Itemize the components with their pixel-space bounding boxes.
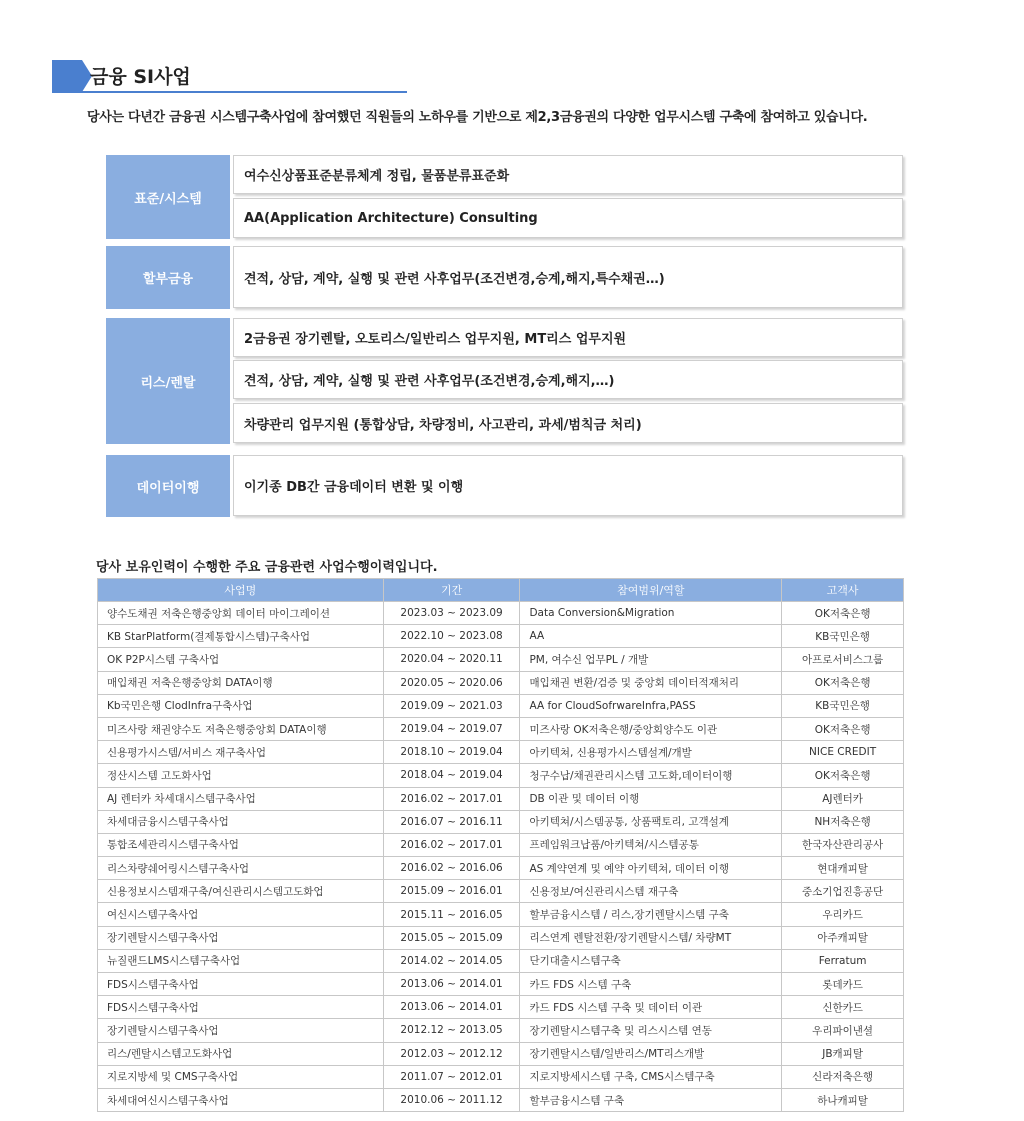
client-cell: 현대캐피탈 [782,857,904,880]
project-name-cell: 뉴질랜드LMS시스템구축사업 [98,949,384,972]
client-cell: OK저축은행 [782,717,904,740]
period-cell: 2014.02 ~ 2014.05 [383,949,520,972]
client-cell: 하나캐피탈 [782,1088,904,1111]
table-row [98,949,904,972]
role-cell: 지로지방세시스템 구축, CMS시스템구축 [520,1065,782,1088]
client-cell: KB국민은행 [782,625,904,648]
table-row [98,1065,904,1088]
period-cell: 2016.02 ~ 2017.01 [383,833,520,856]
period-cell: 2018.10 ~ 2019.04 [383,741,520,764]
period-cell: 2019.04 ~ 2019.07 [383,717,520,740]
period-cell: 2018.04 ~ 2019.04 [383,764,520,787]
table-row [98,996,904,1019]
role-cell: 카드 FDS 시스템 구축 [520,973,782,996]
table-row [98,648,904,671]
period-cell: 2020.05 ~ 2020.06 [383,671,520,694]
period-cell: 2023.03 ~ 2023.09 [383,602,520,625]
client-cell: OK저축은행 [782,602,904,625]
intro-text: 당사는 다년간 금융권 시스템구축사업에 참여했던 직원들의 노하우를 기반으로 제2,3금융권의 다양한 업무시스템 구축에 참여하고 있습니다. [87,110,868,125]
category-lease-rental: 리스/렌탈 [106,318,230,444]
table-row [98,1019,904,1042]
header-project-name: 사업명 [98,579,384,602]
client-cell: JB캐피탈 [782,1042,904,1065]
project-name-cell: 여신시스템구축사업 [98,903,384,926]
client-cell: OK저축은행 [782,764,904,787]
table-row [98,973,904,996]
role-cell: 장기렌탈시스템/일반리스/MT리스개발 [520,1042,782,1065]
project-name-cell: 매입채권 저축은행중앙회 DATA이행 [98,671,384,694]
category-data-migration: 데이터이행 [106,455,230,517]
role-cell: Data Conversion&Migration [520,602,782,625]
period-cell: 2015.05 ~ 2015.09 [383,926,520,949]
role-cell: AA for CloudSofrwareInfra,PASS [520,694,782,717]
table-row [98,903,904,926]
table-row [98,694,904,717]
role-cell: 단기대출시스템구축 [520,949,782,972]
client-cell: 중소기업진흥공단 [782,880,904,903]
role-cell: 할부금융시스템 구축 [520,1088,782,1111]
role-cell: 카드 FDS 시스템 구축 및 데이터 이관 [520,996,782,1019]
category-installment-finance: 할부금융 [106,246,230,309]
table-row [98,926,904,949]
role-cell: 아키텍쳐/시스템공통, 상품팩토리, 고객설계 [520,810,782,833]
client-cell: OK저축은행 [782,671,904,694]
client-cell: 우리카드 [782,903,904,926]
table-row [98,741,904,764]
project-name-cell: 지로지방세 및 CMS구축사업 [98,1065,384,1088]
category-item: 견적, 상담, 계약, 실행 및 관련 사후업무(조건변경,승계,해지,특수채권…) [233,246,903,308]
role-cell: 청구수납/채권관리시스템 고도화,데이터이행 [520,764,782,787]
role-cell: 리스연계 렌탈전환/장기렌탈시스템/ 차량MT [520,926,782,949]
period-cell: 2016.07 ~ 2016.11 [383,810,520,833]
client-cell: NICE CREDIT [782,741,904,764]
header-tab-icon [52,60,82,92]
category-item: 견적, 상담, 계약, 실행 및 관련 사후업무(조건변경,승계,해지,…) [233,360,903,399]
project-name-cell: 미즈사랑 채권양수도 저축은행중앙회 DATA이행 [98,717,384,740]
client-cell: 한국자산관리공사 [782,833,904,856]
table-row [98,880,904,903]
client-cell: 아주캐피탈 [782,926,904,949]
project-name-cell: 신용평가시스템/서비스 재구축사업 [98,741,384,764]
project-name-cell: AJ 렌터카 차세대시스템구축사업 [98,787,384,810]
period-cell: 2016.02 ~ 2016.06 [383,857,520,880]
project-history-table [97,578,904,1112]
period-cell: 2020.04 ~ 2020.11 [383,648,520,671]
period-cell: 2016.02 ~ 2017.01 [383,787,520,810]
period-cell: 2012.12 ~ 2013.05 [383,1019,520,1042]
role-cell: AS 계약연계 및 예약 아키텍쳐, 데이터 이행 [520,857,782,880]
project-name-cell: 리스/렌탈시스템고도화사업 [98,1042,384,1065]
project-name-cell: Kb국민은행 ClodInfra구축사업 [98,694,384,717]
category-item: 차량관리 업무지원 (통합상담, 차량정비, 사고관리, 과세/범칙금 처리) [233,403,903,443]
header-client: 고객사 [782,579,904,602]
client-cell: AJ렌터카 [782,787,904,810]
period-cell: 2015.11 ~ 2016.05 [383,903,520,926]
role-cell: 미즈사랑 OK저축은행/중앙회양수도 이관 [520,717,782,740]
client-cell: KB국민은행 [782,694,904,717]
project-name-cell: 정산시스템 고도화사업 [98,764,384,787]
period-cell: 2010.06 ~ 2011.12 [383,1088,520,1111]
period-cell: 2019.09 ~ 2021.03 [383,694,520,717]
table-header-row [98,579,904,602]
category-item: 2금융권 장기렌탈, 오토리스/일반리스 업무지원, MT리스 업무지원 [233,318,903,357]
category-item: 여수신상품표준분류체계 정립, 물품분류표준화 [233,155,903,194]
project-name-cell: FDS시스템구축사업 [98,996,384,1019]
project-name-cell: 차세대금융시스템구축사업 [98,810,384,833]
project-name-cell: KB StarPlatform(결제통합시스템)구축사업 [98,625,384,648]
project-name-cell: 양수도채권 저축은행중앙회 데이터 마이그레이션 [98,602,384,625]
project-name-cell: 신용정보시스템재구축/여신관리시스템고도화업 [98,880,384,903]
table-row [98,833,904,856]
role-cell: 매입채권 변환/검증 및 중앙회 데이터적재처리 [520,671,782,694]
period-cell: 2011.07 ~ 2012.01 [383,1065,520,1088]
section-header [52,60,407,93]
project-name-cell: 통합조세관리시스템구축사업 [98,833,384,856]
period-cell: 2012.03 ~ 2012.12 [383,1042,520,1065]
table-row [98,625,904,648]
category-item: AA(Application Architecture) Consulting [233,198,903,238]
table-row [98,671,904,694]
client-cell: 우리파이낸셜 [782,1019,904,1042]
table-row [98,857,904,880]
header-role: 참여범위/역할 [520,579,782,602]
project-name-cell: 장기렌탈시스템구축사업 [98,926,384,949]
role-cell: AA [520,625,782,648]
period-cell: 2015.09 ~ 2016.01 [383,880,520,903]
header-underline [52,91,407,93]
project-name-cell: FDS시스템구축사업 [98,973,384,996]
project-name-cell: 차세대여신시스템구축사업 [98,1088,384,1111]
role-cell: 신용정보/여신관리시스템 재구축 [520,880,782,903]
role-cell: 아키텍쳐, 신용평가시스템설계/개발 [520,741,782,764]
client-cell: NH저축은행 [782,810,904,833]
table-row [98,1088,904,1111]
table-row [98,717,904,740]
table-row [98,1042,904,1065]
category-item: 이기종 DB간 금융데이터 변환 및 이행 [233,455,903,516]
role-cell: 프레임워크납품/아키텍쳐/시스템공통 [520,833,782,856]
category-standard-system: 표준/시스템 [106,155,230,239]
table-row [98,810,904,833]
client-cell: 신한카드 [782,996,904,1019]
period-cell: 2013.06 ~ 2014.01 [383,973,520,996]
table-body [98,602,904,1112]
project-name-cell: OK P2P시스템 구축사업 [98,648,384,671]
role-cell: PM, 여수신 업무PL / 개발 [520,648,782,671]
history-subtitle: 당사 보유인력이 수행한 주요 금융관련 사업수행이력입니다. [96,560,438,575]
project-name-cell: 리스차량쉐어링시스템구축사업 [98,857,384,880]
header-period: 기간 [383,579,520,602]
role-cell: DB 이관 및 데이터 이행 [520,787,782,810]
client-cell: 롯데카드 [782,973,904,996]
project-name-cell: 장기렌탈시스템구축사업 [98,1019,384,1042]
section-title: 금융 SI사업 [90,66,191,88]
client-cell: 아프로서비스그룹 [782,648,904,671]
client-cell: Ferratum [782,949,904,972]
role-cell: 장기렌탈시스템구축 및 리스시스템 연동 [520,1019,782,1042]
table-row [98,602,904,625]
table-row [98,787,904,810]
client-cell: 신라저축은행 [782,1065,904,1088]
period-cell: 2022.10 ~ 2023.08 [383,625,520,648]
period-cell: 2013.06 ~ 2014.01 [383,996,520,1019]
role-cell: 할부금융시스템 / 리스,장기렌탈시스템 구축 [520,903,782,926]
table-row [98,764,904,787]
